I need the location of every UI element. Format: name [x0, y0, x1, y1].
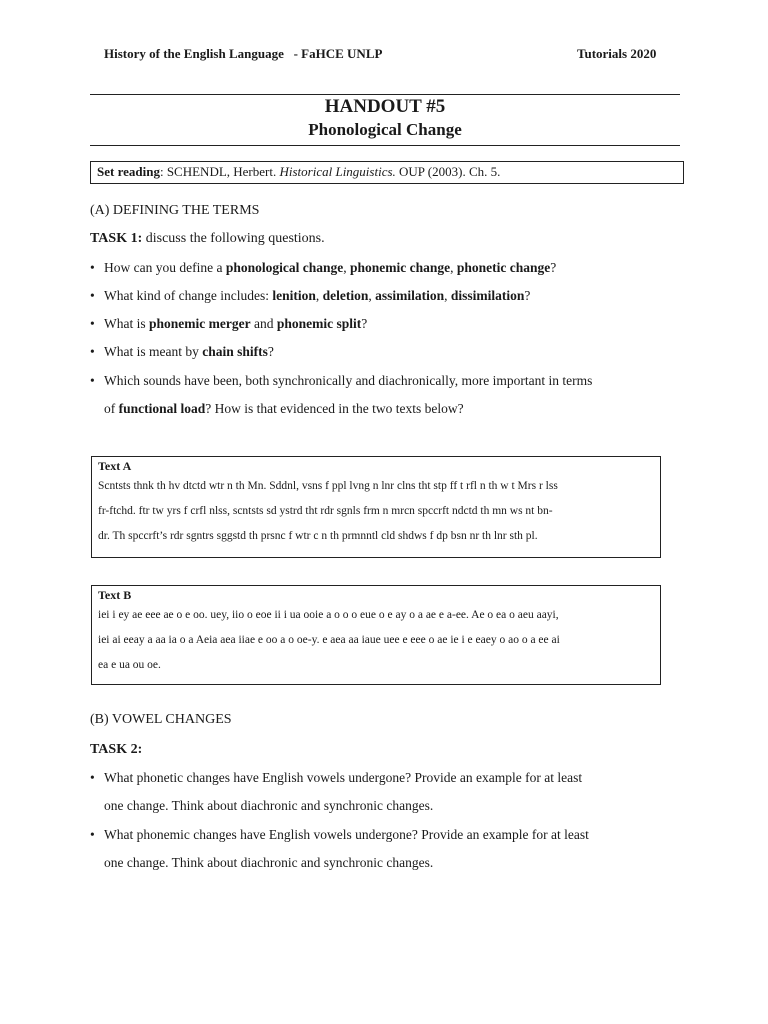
bullet: • [90, 316, 95, 331]
text-b-line: ea e ua ou oe. [98, 659, 161, 671]
header-course-title: History of the English Language - FaHCE UNLP [104, 46, 383, 61]
q2-term-dissimilation: dissimilation [450, 288, 525, 303]
q1-text: How can you define a [104, 260, 226, 275]
set-reading-prefix: : SCHENDL, Herbert. [159, 164, 280, 179]
set-reading-book: Historical Linguistics. [279, 164, 396, 179]
q4-text: What is meant by [104, 344, 203, 359]
set-reading-suffix: OUP (2003). Ch. 5. [395, 164, 501, 179]
q5-line-1: Which sounds have been, both synchronically and diachronically, more important in terms [104, 373, 593, 388]
q1-end: ? [550, 260, 557, 275]
set-reading-box [90, 161, 684, 184]
q2-term-lenition: lenition [272, 288, 316, 303]
text-a-line: fr-ftchd. ftr tw yrs f crfl nlss, scntsts sd ystrd tht rdr sgnls frm n mrcn spccrft ndctd th mn ws nt bn- [98, 505, 553, 517]
bullet: • [90, 373, 95, 388]
q1-term-phonological: phonological change [225, 260, 344, 275]
task1-line [90, 231, 325, 247]
q3-term-split: phonemic split [276, 316, 362, 331]
bottom-rule [90, 145, 680, 146]
bullet: • [90, 288, 95, 303]
b-q2-line-2: one change. Think about diachronic and synchronic changes. [104, 855, 434, 870]
q2-sep: , [444, 288, 451, 303]
text-b-line: iei ai eeay a aa ia o a Aeia aea iiae e oo a o oe-y. e aea aa iaue uee e eee o ae ie i e eaey o ao o a ee ai [98, 634, 560, 646]
q2-term-assimilation: assimilation [375, 288, 445, 303]
text-b-line: iei i ey ae eee ae o e oo. uey, iio o eoe ii i ua ooie a o o o eue o e ay o a ae e a-ee. Ae o ea o aeu aayi, [98, 609, 559, 621]
bullet: • [90, 344, 95, 359]
handout-title: HANDOUT #5 [324, 96, 446, 117]
header-tutorials: Tutorials 2020 [577, 46, 657, 61]
task2-label: TASK 2: [90, 742, 143, 757]
b-q1-line-1: What phonetic changes have English vowels undergone? Provide an example for at least [104, 770, 583, 785]
q3-term-merger: phonemic merger [149, 316, 251, 331]
top-rule [90, 94, 680, 95]
bullet: • [90, 827, 95, 842]
q4-term-chain-shifts: chain shifts [202, 344, 268, 359]
b-q2-line-1: What phonemic changes have English vowels undergone? Provide an example for at least [104, 827, 589, 842]
text-a-line: dr. Th spccrft’s rdr sgntrs sggstd th prsnc f wtr c n th prmnntl cld shdws f dp bsn nr th lnr sth pl. [98, 530, 538, 542]
q1-term-phonetic: phonetic change [456, 260, 551, 275]
q4-end: ? [267, 344, 274, 359]
set-reading-label: Set reading [97, 164, 160, 179]
text-a-box [91, 456, 661, 558]
q1-term-phonemic: phonemic change [350, 260, 451, 275]
q5-end: ? How is that evidenced in the two texts below? [205, 401, 464, 416]
q1-sep: , [343, 260, 350, 275]
q2-end: ? [524, 288, 531, 303]
q3-text: What is [104, 316, 149, 331]
text-b-box [91, 585, 661, 685]
q5-text: of [104, 401, 119, 416]
b-q1-line-2: one change. Think about diachronic and synchronic changes. [104, 798, 434, 813]
q2-term-deletion: deletion [322, 288, 369, 303]
section-a-heading: (A) DEFINING THE TERMS [90, 203, 260, 218]
q2-sep: , [315, 288, 323, 303]
q2-text: What kind of change includes: [104, 288, 273, 303]
task1-label: TASK 1: [90, 231, 143, 246]
text-b-title: Text B [98, 588, 132, 602]
section-b-heading: (B) VOWEL CHANGES [90, 712, 232, 727]
q1-sep: , [450, 260, 457, 275]
text-a-title: Text A [98, 459, 132, 473]
task1-text: discuss the following questions. [142, 231, 325, 246]
q3-sep: and [250, 316, 277, 331]
text-a-line: Scntsts thnk th hv dtctd wtr n th Mn. Sddnl, vsns f ppl lvng n lnr clns tht stp ff t rfl n th w t Mrs r lss [98, 480, 558, 492]
bullet: • [90, 770, 95, 785]
q2-sep: , [368, 288, 376, 303]
bullet: • [90, 260, 95, 275]
q3-end: ? [361, 316, 368, 331]
handout-subtitle: Phonological Change [308, 120, 462, 139]
q5-term-functional-load: functional load [118, 401, 206, 416]
